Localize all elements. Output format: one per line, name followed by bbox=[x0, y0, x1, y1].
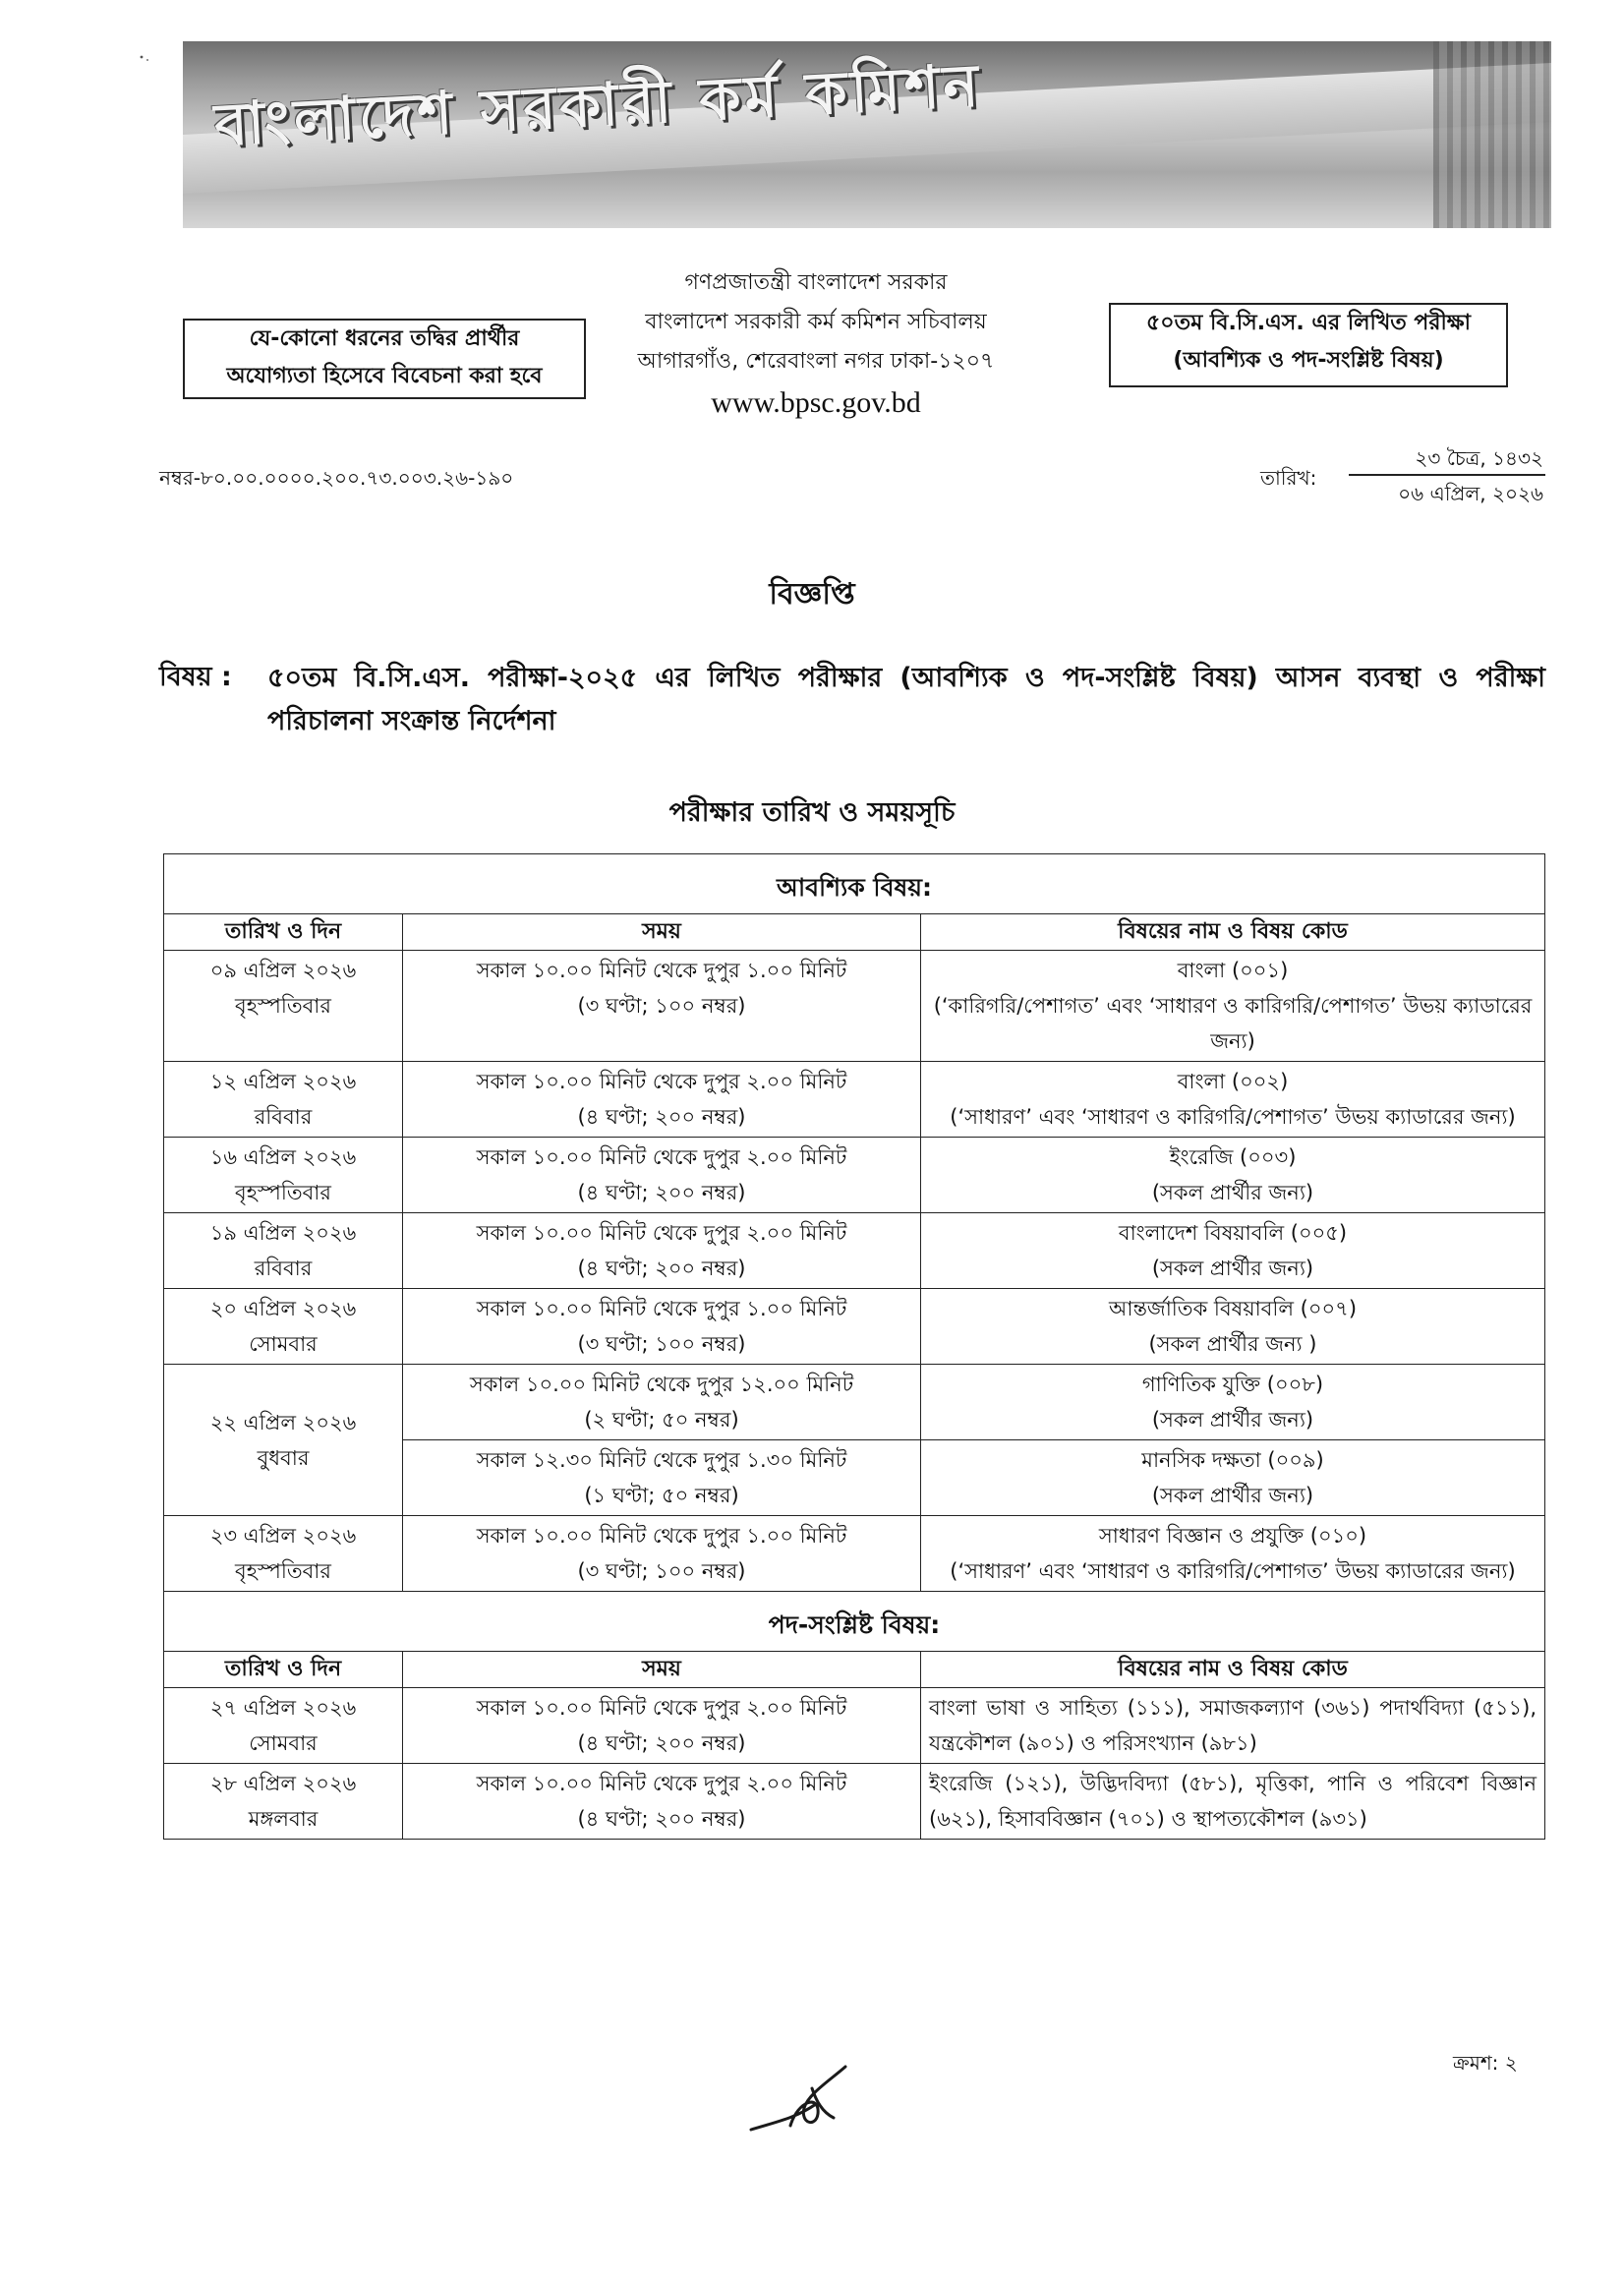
table-header-row bbox=[164, 1652, 1545, 1688]
table-row bbox=[164, 1516, 1545, 1592]
header-line-3: আগারগাঁও, শেরেবাংলা নগর ঢাকা-১২০৭ bbox=[637, 349, 995, 374]
continued-marker: ক্রমশ: ২ bbox=[1453, 2051, 1518, 2075]
exam-title-box bbox=[1109, 303, 1508, 387]
row-day: বৃহস্পতিবার bbox=[235, 994, 331, 1018]
row-marks: (৪ ঘণ্টা; ২০০ নম্বর) bbox=[577, 1807, 746, 1831]
header-time: সময় bbox=[403, 1652, 921, 1688]
header-line-1: গণপ্রজাতন্ত্রী বাংলাদেশ সরকার bbox=[684, 270, 948, 295]
banner-title: বাংলাদেশ সরকারী কর্ম কমিশন bbox=[212, 51, 984, 160]
row-date: ২৭ এপ্রিল ২০২৬ bbox=[209, 1696, 357, 1720]
row-date: ১২ এপ্রিল ২০২৬ bbox=[209, 1070, 357, 1093]
row-subjects: বাংলা ভাষা ও সাহিত্য (১১১), সমাজকল্যাণ (৩৬১) পদার্থবিদ্যা (৫১১), যন্ত্রকৌশল (৯০১) ও পরিসংখ্যান (৯৮১) bbox=[921, 1688, 1545, 1764]
row-subject: বাংলা (০০২) bbox=[1177, 1070, 1289, 1093]
section-row-mandatory bbox=[164, 854, 1545, 914]
row-marks: (২ ঘণ্টা; ৫০ নম্বর) bbox=[584, 1408, 739, 1432]
exam-title-line-1: ৫০তম বি.সি.এস. এর লিখিত পরীক্ষা bbox=[1146, 311, 1471, 335]
row-time: সকাল ১০.০০ মিনিট থেকে দুপুর ২.০০ মিনিট bbox=[476, 1772, 847, 1795]
header-date: তারিখ ও দিন bbox=[164, 914, 403, 951]
header-subject: বিষয়ের নাম ও বিষয় কোড bbox=[921, 914, 1545, 951]
section-row-post bbox=[164, 1592, 1545, 1652]
row-date: ১৬ এপ্রিল ২০২৬ bbox=[209, 1145, 357, 1169]
row-note: (‘কারিগরি/পেশাগত’ এবং ‘সাধারণ ও কারিগরি/পেশাগত’ উভয় ক্যাডারের জন্য) bbox=[933, 994, 1533, 1053]
row-date: ২৮ এপ্রিল ২০২৬ bbox=[209, 1772, 357, 1795]
exam-schedule-table bbox=[163, 853, 1545, 1840]
row-subjects: ইংরেজি (১২১), উদ্ভিদবিদ্যা (৫৮১), মৃত্তিকা, পানি ও পরিবেশ বিজ্ঞান (৬২১), হিসাববিজ্ঞান (৭০১) ও স্থাপত্যকৌশল (৯৩১) bbox=[921, 1764, 1545, 1840]
row-day: সোমবার bbox=[249, 1332, 318, 1356]
subject-text: ৫০তম বি.সি.এস. পরীক্ষা-২০২৫ এর লিখিত পরীক্ষার (আবশ্যিক ও পদ-সংশ্লিষ্ট বিষয়) আসন ব্যবস্থা ও পরীক্ষা পরিচালনা সংক্রান্ত নির্দেশনা bbox=[267, 663, 1545, 736]
header-subject: বিষয়ের নাম ও বিষয় কোড bbox=[921, 1652, 1545, 1688]
row-marks: (৪ ঘণ্টা; ২০০ নম্বর) bbox=[577, 1731, 746, 1755]
schedule-title: পরীক্ষার তারিখ ও সময়সূচি bbox=[668, 797, 956, 828]
warning-box bbox=[183, 319, 586, 399]
table-row bbox=[164, 1213, 1545, 1289]
table-row bbox=[164, 1062, 1545, 1138]
row-day: বৃহস্পতিবার bbox=[235, 1559, 331, 1583]
row-marks: (৪ ঘণ্টা; ২০০ নম্বর) bbox=[577, 1257, 746, 1280]
row-note: (সকল প্রার্থীর জন্য) bbox=[1151, 1484, 1314, 1507]
row-subject: বাংলাদেশ বিষয়াবলি (০০৫) bbox=[1118, 1221, 1348, 1245]
row-note: (‘সাধারণ’ এবং ‘সাধারণ ও কারিগরি/পেশাগত’ উভয় ক্যাডারের জন্য) bbox=[950, 1559, 1516, 1583]
memo-number: নম্বর-৮০.০০.০০০০.২০০.৭৩.০০৩.২৬-১৯০ bbox=[159, 466, 514, 490]
table-row bbox=[164, 1764, 1545, 1840]
row-note: (‘সাধারণ’ এবং ‘সাধারণ ও কারিগরি/পেশাগত’ উভয় ক্যাডারের জন্য) bbox=[950, 1105, 1516, 1129]
table-row bbox=[164, 1688, 1545, 1764]
date-divider bbox=[1349, 474, 1545, 476]
row-subject: বাংলা (০০১) bbox=[1177, 959, 1289, 982]
row-date: ১৯ এপ্রিল ২০২৬ bbox=[209, 1221, 357, 1245]
row-day: সোমবার bbox=[249, 1731, 318, 1755]
table-row bbox=[164, 1289, 1545, 1365]
row-marks: (৩ ঘণ্টা; ১০০ নম্বর) bbox=[577, 1559, 746, 1583]
table-row bbox=[164, 1365, 1545, 1440]
row-date: ২০ এপ্রিল ২০২৬ bbox=[209, 1297, 357, 1320]
row-marks: (৪ ঘণ্টা; ২০০ নম্বর) bbox=[577, 1181, 746, 1204]
date-label: তারিখ: bbox=[1260, 466, 1317, 490]
row-subject: সাধারণ বিজ্ঞান ও প্রযুক্তি (০১০) bbox=[1098, 1524, 1367, 1548]
date-gregorian: ০৬ এপ্রিল, ২০২৬ bbox=[1398, 482, 1543, 505]
row-marks: (১ ঘণ্টা; ৫০ নম্বর) bbox=[584, 1484, 739, 1507]
row-marks: (৩ ঘণ্টা; ১০০ নম্বর) bbox=[577, 994, 746, 1018]
row-time: সকাল ১০.০০ মিনিট থেকে দুপুর ১২.০০ মিনিট bbox=[469, 1373, 854, 1396]
table-row bbox=[164, 951, 1545, 1062]
row-time: সকাল ১০.০০ মিনিট থেকে দুপুর ২.০০ মিনিট bbox=[476, 1145, 847, 1169]
row-time: সকাল ১০.০০ মিনিট থেকে দুপুর ১.০০ মিনিট bbox=[476, 1297, 847, 1320]
row-time: সকাল ১০.০০ মিনিট থেকে দুপুর ২.০০ মিনিট bbox=[476, 1221, 847, 1245]
table-row bbox=[164, 1138, 1545, 1213]
header-banner-image bbox=[183, 41, 1551, 228]
row-note: (সকল প্রার্থীর জন্য) bbox=[1151, 1257, 1314, 1280]
row-date: ২২ এপ্রিল ২০২৬ bbox=[209, 1410, 357, 1434]
section-title-post: পদ-সংশ্লিষ্ট বিষয়: bbox=[164, 1592, 1545, 1652]
warning-line-1: যে-কোনো ধরনের তদ্বির প্রার্থীর bbox=[249, 326, 520, 351]
signature-mark bbox=[747, 2061, 855, 2139]
row-day: মঙ্গলবার bbox=[248, 1807, 319, 1831]
row-note: (সকল প্রার্থীর জন্য) bbox=[1151, 1181, 1314, 1204]
date-bangla: ২৩ চৈত্র, ১৪৩২ bbox=[1415, 446, 1543, 470]
header-line-2: বাংলাদেশ সরকারী কর্ম কমিশন সচিবালয় bbox=[645, 310, 987, 334]
exam-title-line-2: (আবশ্যিক ও পদ-সংশ্লিষ্ট বিষয়) bbox=[1173, 348, 1444, 373]
row-marks: (৩ ঘণ্টা; ১০০ নম্বর) bbox=[577, 1332, 746, 1356]
row-day: বৃহস্পতিবার bbox=[235, 1181, 331, 1204]
row-subject: ইংরেজি (০০৩) bbox=[1169, 1145, 1297, 1169]
scan-speck-mark bbox=[138, 53, 157, 73]
website-link[interactable]: www.bpsc.gov.bd bbox=[711, 386, 921, 419]
notice-title: বিজ্ঞপ্তি bbox=[769, 577, 855, 612]
row-subject: মানসিক দক্ষতা (০০৯) bbox=[1141, 1448, 1324, 1472]
warning-line-2: অযোগ্যতা হিসেবে বিবেচনা করা হবে bbox=[226, 364, 543, 388]
section-title-mandatory: আবশ্যিক বিষয়: bbox=[164, 854, 1545, 914]
row-day: বুধবার bbox=[257, 1445, 310, 1470]
row-subject: গাণিতিক যুক্তি (০০৮) bbox=[1141, 1373, 1324, 1396]
row-marks: (৪ ঘণ্টা; ২০০ নম্বর) bbox=[577, 1105, 746, 1129]
header-time: সময় bbox=[403, 914, 921, 951]
row-date: ২৩ এপ্রিল ২০২৬ bbox=[209, 1524, 357, 1548]
row-time: সকাল ১০.০০ মিনিট থেকে দুপুর ২.০০ মিনিট bbox=[476, 1070, 847, 1093]
row-date: ০৯ এপ্রিল ২০২৬ bbox=[209, 959, 357, 982]
subject-label: বিষয় : bbox=[159, 662, 232, 692]
row-time: সকাল ১০.০০ মিনিট থেকে দুপুর ১.০০ মিনিট bbox=[476, 959, 847, 982]
row-subject: আন্তর্জাতিক বিষয়াবলি (০০৭) bbox=[1108, 1297, 1358, 1320]
row-note: (সকল প্রার্থীর জন্য ) bbox=[1148, 1332, 1317, 1356]
header-date: তারিখ ও দিন bbox=[164, 1652, 403, 1688]
row-day: রবিবার bbox=[254, 1257, 313, 1280]
row-time: সকাল ১০.০০ মিনিট থেকে দুপুর ২.০০ মিনিট bbox=[476, 1696, 847, 1720]
row-time: সকাল ১২.৩০ মিনিট থেকে দুপুর ১.৩০ মিনিট bbox=[476, 1448, 847, 1472]
row-time: সকাল ১০.০০ মিনিট থেকে দুপুর ১.০০ মিনিট bbox=[476, 1524, 847, 1548]
row-day: রবিবার bbox=[254, 1105, 313, 1129]
table-header-row bbox=[164, 914, 1545, 951]
organization-header bbox=[609, 263, 1022, 425]
row-note: (সকল প্রার্থীর জন্য) bbox=[1151, 1408, 1314, 1432]
